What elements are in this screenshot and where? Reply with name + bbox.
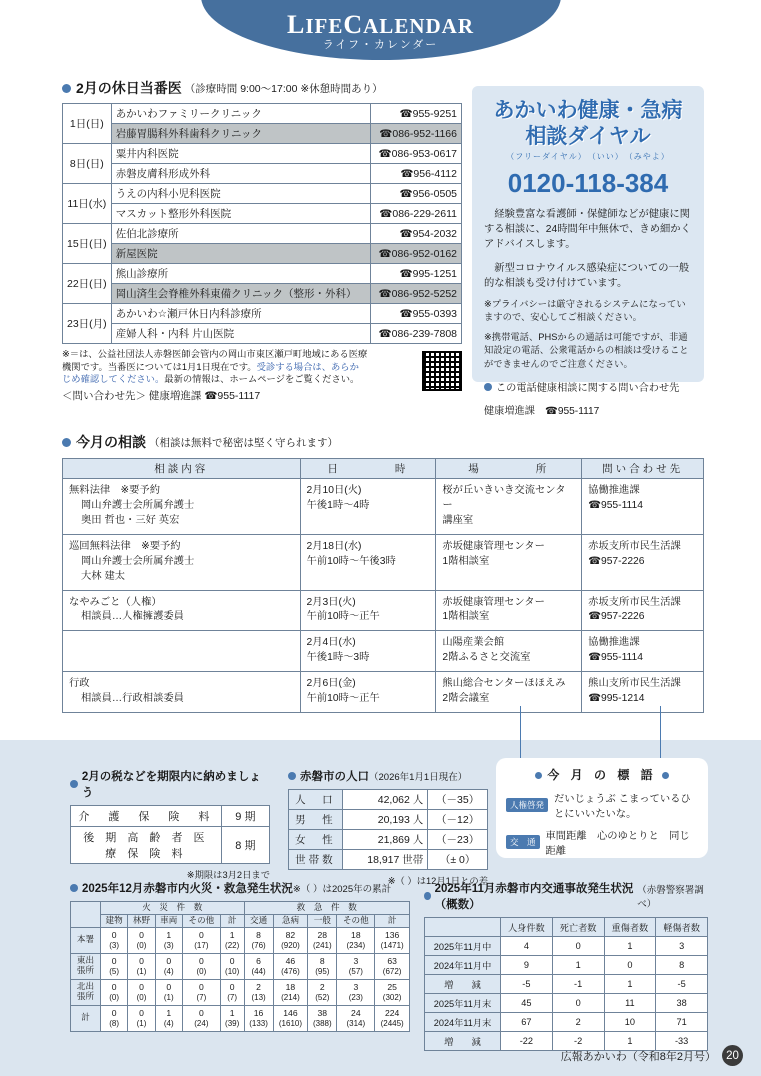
column-group-header: 火 災 件 数	[101, 902, 245, 915]
data-cell: 0 (7)	[220, 979, 244, 1005]
column-header	[425, 918, 501, 937]
slogan-leader-left	[520, 706, 521, 758]
data-cell: 9	[501, 956, 553, 975]
page-banner	[0, 0, 761, 66]
population-note: ※（ ）は12月1日との差	[387, 876, 488, 886]
consultation-section	[62, 432, 704, 713]
bullet-icon	[70, 884, 78, 892]
data-cell: -1	[552, 975, 604, 994]
data-cell: 1 (22)	[220, 927, 244, 953]
table-row	[63, 124, 462, 144]
consult-content-cell: なやみごと（人権） 相談員…人権擁護委員	[63, 590, 301, 631]
table-header-row	[71, 902, 410, 915]
consult-contact-cell: 赤坂支所市民生活課 ☎957-2226	[582, 534, 704, 590]
data-cell: 0 (7)	[182, 979, 220, 1005]
fire-emergency-section	[70, 880, 410, 1032]
duty-clinic-tel: ☎086-952-5252	[371, 284, 462, 304]
table-row	[63, 324, 462, 344]
data-cell: 0 (3)	[101, 927, 128, 953]
consult-place-cell: 赤坂健康管理センター 1階相談室	[436, 590, 582, 631]
traffic-accident-section	[424, 880, 708, 1051]
table-row	[63, 224, 462, 244]
bullet-icon	[535, 772, 542, 779]
consultation-heading-text: 今月の相談	[76, 434, 146, 450]
column-header: 人身件数	[501, 918, 553, 937]
bullet-icon	[62, 84, 71, 93]
page-footer	[561, 1045, 743, 1066]
traffic-heading-sub: （赤磐警察署調べ）	[637, 885, 704, 910]
tax-period: 9 期	[221, 806, 269, 827]
traffic-accident-table	[424, 917, 708, 1051]
hotline-number-ruby: （フリーダイヤル） （いい） （みやよ）	[506, 151, 670, 161]
data-cell: 0	[552, 994, 604, 1013]
banner-subtitle: ライフ・カレンダー	[322, 39, 439, 51]
consult-datetime-cell: 2月4日(水) 午後1時～3時	[300, 631, 436, 672]
table-row	[71, 927, 410, 953]
table-row	[289, 790, 488, 810]
population-value: 20,193 人	[342, 810, 428, 830]
table-row	[425, 956, 708, 975]
table-row	[425, 994, 708, 1013]
slogan-text: だいじょうぶ こまっているひとにいいたいな。	[554, 794, 691, 820]
bullet-icon	[62, 438, 71, 447]
duty-note-line2-blue: 受診する場合は、あらか	[256, 361, 359, 372]
duty-clinic-tel: ☎956-4112	[371, 164, 462, 184]
consultation-table	[62, 458, 704, 713]
health-hotline-panel	[472, 86, 704, 418]
data-cell: 71	[656, 1013, 708, 1032]
table-header-row	[71, 914, 410, 927]
duty-clinic-tel: ☎086-229-2611	[371, 204, 462, 224]
column-group-header: 救 急 件 数	[244, 902, 410, 915]
fire-heading-sub: ※（ ）は2025年の累計	[292, 884, 392, 895]
data-cell: 0 (0)	[182, 953, 220, 979]
fire-emergency-table	[70, 901, 410, 1032]
column-header: その他	[182, 914, 220, 927]
banner-title-rest2: ALENDAR	[363, 14, 474, 38]
fire-heading-text: 2025年12月赤磐市内火災・救急発生状況	[82, 883, 293, 895]
tax-heading	[70, 768, 270, 800]
data-cell: 0 (17)	[182, 927, 220, 953]
column-header: 相談内容	[63, 459, 301, 479]
row-header: 北出張所	[71, 979, 101, 1005]
slogan-category-badge: 交 通	[506, 835, 540, 849]
table-row	[289, 850, 488, 870]
table-row	[71, 827, 270, 864]
population-heading	[288, 768, 488, 784]
table-row	[63, 672, 704, 713]
hotline-title-line2: 相談ダイヤル	[525, 125, 651, 149]
population-diff: （－35）	[428, 790, 488, 810]
duty-date-cell: 1日(日)	[63, 104, 112, 144]
consult-content-cell: 巡回無料法律 ※要予約 岡山弁護士会所属弁護士 大林 建太	[63, 534, 301, 590]
data-cell: 38	[656, 994, 708, 1013]
row-header: 計	[71, 1005, 101, 1031]
table-row	[63, 144, 462, 164]
hotline-title-line1: あかいわ健康・急病	[493, 99, 683, 122]
slogan-panel	[496, 758, 708, 858]
bullet-icon	[424, 892, 431, 900]
duty-clinic-tel: ☎954-2032	[371, 224, 462, 244]
table-header-row	[63, 459, 704, 479]
duty-clinic-name: あかいわ☆瀬戸休日内科診療所	[111, 304, 370, 324]
traffic-heading	[424, 880, 708, 912]
hotline-phone-number[interactable]: 0120-118-384	[507, 167, 669, 198]
data-cell: 25 (302)	[375, 979, 410, 1005]
data-cell: 11	[604, 994, 656, 1013]
column-header: 重傷者数	[604, 918, 656, 937]
data-cell: -33	[656, 1032, 708, 1051]
consult-content-cell	[63, 631, 301, 672]
table-row	[63, 284, 462, 304]
data-cell: 0 (8)	[101, 1005, 128, 1031]
table-row	[425, 1013, 708, 1032]
population-key: 女 性	[289, 830, 343, 850]
data-cell: 24 (314)	[337, 1005, 375, 1031]
population-table	[288, 789, 488, 870]
duty-clinic-tel: ☎995-1251	[371, 264, 462, 284]
consult-content-cell: 無料法律 ※要予約 岡山弁護士会所属弁護士 奥田 哲也・三好 英宏	[63, 479, 301, 535]
bullet-icon	[288, 772, 296, 780]
population-value: 18,917 世帯	[342, 850, 428, 870]
column-header: 交通	[244, 914, 273, 927]
table-row	[71, 953, 410, 979]
population-key: 世帯数	[289, 850, 343, 870]
data-cell: 2 (52)	[308, 979, 337, 1005]
fire-heading	[70, 880, 410, 896]
data-cell: 1 (3)	[155, 927, 182, 953]
data-cell: 0 (1)	[128, 1005, 155, 1031]
duty-date-cell: 23日(月)	[63, 304, 112, 344]
data-cell: 8 (95)	[308, 953, 337, 979]
data-cell: 0 (0)	[128, 927, 155, 953]
duty-date-cell: 15日(日)	[63, 224, 112, 264]
column-header: その他	[337, 914, 375, 927]
data-cell: 82 (920)	[273, 927, 308, 953]
duty-clinic-tel: ☎955-9251	[371, 104, 462, 124]
table-row	[63, 264, 462, 284]
data-cell: -5	[501, 975, 553, 994]
data-cell: 16 (133)	[244, 1005, 273, 1031]
duty-doctor-note	[62, 348, 462, 386]
duty-doctor-heading	[62, 78, 462, 98]
data-cell: 0	[552, 937, 604, 956]
slogan-row	[506, 827, 698, 857]
data-cell: 0 (10)	[220, 953, 244, 979]
column-header: 問い合わせ先	[582, 459, 704, 479]
slogan-leader-right	[660, 706, 661, 758]
duty-note-line3b: 最新の情報は、ホームページをご覧ください。	[164, 374, 360, 385]
data-cell: 8 (76)	[244, 927, 273, 953]
data-cell: 136 (1471)	[375, 927, 410, 953]
duty-note-line3-blue: じめ確認してください。	[62, 374, 165, 385]
table-row	[63, 204, 462, 224]
column-header: 死亡者数	[552, 918, 604, 937]
data-cell: 67	[501, 1013, 553, 1032]
banner-title-cap1: L	[287, 10, 306, 39]
data-cell: -2	[552, 1032, 604, 1051]
column-header: 建物	[101, 914, 128, 927]
row-header: 2024年11月末	[425, 1013, 501, 1032]
duty-clinic-tel: ☎086-952-0162	[371, 244, 462, 264]
duty-doctor-heading-text: 2月の休日当番医	[76, 80, 182, 96]
column-header: 一般	[308, 914, 337, 927]
column-header	[71, 902, 101, 928]
duty-doctor-table	[62, 103, 462, 344]
consult-contact-cell: 熊山支所市民生活課 ☎995-1214	[582, 672, 704, 713]
duty-clinic-name: 粟井内科医院	[111, 144, 370, 164]
table-row	[63, 479, 704, 535]
data-cell: 10	[604, 1013, 656, 1032]
table-row	[289, 810, 488, 830]
population-value: 42,062 人	[342, 790, 428, 810]
duty-doctor-contact: ＜問い合わせ先＞ 健康増進課 ☎955-1117	[62, 389, 261, 402]
banner-title-rest1: IFE	[305, 14, 344, 38]
data-cell: 3 (57)	[337, 953, 375, 979]
consult-contact-cell: 協働推進課 ☎955-1114	[582, 631, 704, 672]
tax-heading-text: 2月の税などを期限内に納めましょう	[81, 771, 261, 799]
duty-doctor-section	[62, 78, 462, 403]
table-row	[63, 164, 462, 184]
data-cell: 1	[552, 956, 604, 975]
data-cell: 0 (24)	[182, 1005, 220, 1031]
consult-datetime-cell: 2月6日(金) 午前10時～正午	[300, 672, 436, 713]
data-cell: 0	[604, 956, 656, 975]
table-row	[63, 590, 704, 631]
data-cell: -5	[656, 975, 708, 994]
row-header: 本署	[71, 927, 101, 953]
duty-clinic-tel: ☎955-0393	[371, 304, 462, 324]
data-cell: 0 (1)	[128, 953, 155, 979]
table-row	[63, 534, 704, 590]
table-row	[71, 806, 270, 827]
population-diff: （－23）	[428, 830, 488, 850]
column-header: 林野	[128, 914, 155, 927]
duty-clinic-name: マスカット整形外科医院	[111, 204, 370, 224]
data-cell: 224 (2445)	[375, 1005, 410, 1031]
slogan-title-text: 今 月 の 標 語	[547, 768, 657, 782]
data-cell: 28 (241)	[308, 927, 337, 953]
consult-contact-cell: 協働推進課 ☎955-1114	[582, 479, 704, 535]
duty-clinic-tel: ☎086-239-7808	[371, 324, 462, 344]
slogan-category-badge: 人権啓発	[506, 798, 548, 812]
data-cell: 45	[501, 994, 553, 1013]
hotline-footer-heading-text: この電話健康相談に関する問い合わせ先	[496, 383, 680, 395]
data-cell: 8	[656, 956, 708, 975]
page-number-badge: 20	[722, 1045, 743, 1066]
tax-note: ※期限は3月2日まで	[186, 870, 270, 880]
bullet-icon	[70, 780, 78, 788]
data-cell: 146 (1610)	[273, 1005, 308, 1031]
duty-clinic-name: うえの内科小児科医院	[111, 184, 370, 204]
data-cell: 1 (4)	[155, 1005, 182, 1031]
duty-clinic-name: 岩藤胃腸科外科歯科クリニック	[111, 124, 370, 144]
column-header: 日 時	[300, 459, 436, 479]
duty-clinic-tel: ☎086-952-1166	[371, 124, 462, 144]
consult-datetime-cell: 2月10日(火) 午後1時～4時	[300, 479, 436, 535]
duty-clinic-name: 熊山診療所	[111, 264, 370, 284]
tax-label: 後 期 高 齢 者 医 療 保 険 料	[71, 827, 222, 864]
slogan-title	[506, 766, 698, 783]
consult-datetime-cell: 2月3日(火) 午前10時～正午	[300, 590, 436, 631]
table-row	[63, 104, 462, 124]
duty-note-line1: ※＝は、公益社団法人赤磐医師会管内の岡山市東区瀬戸町地域にある医療	[62, 349, 368, 359]
duty-date-cell: 11日(水)	[63, 184, 112, 224]
consult-place-cell: 山陽産業会館 2階ふるさと交流室	[436, 631, 582, 672]
row-header: 増 減	[425, 1032, 501, 1051]
row-header: 増 減	[425, 975, 501, 994]
tax-label: 介 護 保 険 料	[71, 806, 222, 827]
column-header: 急病	[273, 914, 308, 927]
duty-clinic-name: 赤磐皮膚科形成外科	[111, 164, 370, 184]
consult-content-cell: 行政 相談員…行政相談委員	[63, 672, 301, 713]
hotline-body-2: 新型コロナウイルス感染症についての一般的な相談も受け付けています。	[484, 262, 690, 290]
consult-place-cell: 桜が丘いきいき交流センター 講座室	[436, 479, 582, 535]
duty-clinic-name: 産婦人科・内科 片山医院	[111, 324, 370, 344]
data-cell: 18 (234)	[337, 927, 375, 953]
table-row	[425, 975, 708, 994]
population-key: 人 口	[289, 790, 343, 810]
data-cell: 1	[604, 937, 656, 956]
consult-place-cell: 熊山総合センターほほえみ 2階会議室	[436, 672, 582, 713]
data-cell: 4	[501, 937, 553, 956]
duty-date-cell: 22日(日)	[63, 264, 112, 304]
population-key: 男 性	[289, 810, 343, 830]
tax-section	[70, 768, 270, 881]
bullet-icon	[662, 772, 669, 779]
footer-text: 広報あかいわ（令和8年2月号）	[560, 1050, 716, 1063]
consult-contact-cell: 赤坂支所市民生活課 ☎957-2226	[582, 590, 704, 631]
data-cell: 46 (476)	[273, 953, 308, 979]
slogan-text: 車間距離 心のゆとりと 同じ距離	[545, 831, 690, 857]
hotline-footer-contact: 健康増進課 ☎955-1117	[484, 406, 600, 418]
qr-code-icon[interactable]	[422, 351, 462, 391]
row-header: 東出張所	[71, 953, 101, 979]
data-cell: 2 (13)	[244, 979, 273, 1005]
table-row	[71, 1005, 410, 1031]
data-cell: 63 (672)	[375, 953, 410, 979]
population-section	[288, 768, 488, 887]
duty-clinic-name: 佐伯北診療所	[111, 224, 370, 244]
data-cell: 6 (44)	[244, 953, 273, 979]
table-header-row	[425, 918, 708, 937]
data-cell: 0 (0)	[101, 979, 128, 1005]
hotline-note-1: ※プライバシーは厳守されるシステムになっていますので、安心してご相談ください。	[484, 298, 686, 323]
data-cell: 0 (5)	[101, 953, 128, 979]
duty-clinic-name: 新屋医院	[111, 244, 370, 264]
slogan-row	[506, 790, 698, 820]
duty-clinic-name: 岡山済生会脊椎外科東備クリニック（整形・外科）	[111, 284, 370, 304]
data-cell: 1 (39)	[220, 1005, 244, 1031]
data-cell: 3 (23)	[337, 979, 375, 1005]
data-cell: 3	[656, 937, 708, 956]
table-row	[63, 304, 462, 324]
hotline-footer-heading	[484, 379, 692, 394]
banner-title-cap2: C	[343, 10, 364, 39]
column-header: 計	[375, 914, 410, 927]
table-row	[425, 937, 708, 956]
table-row	[71, 979, 410, 1005]
consult-datetime-cell: 2月18日(水) 午前10時～午後3時	[300, 534, 436, 590]
duty-clinic-name: あかいわファミリークリニック	[111, 104, 370, 124]
tax-period: 8 期	[221, 827, 269, 864]
population-diff: （－12）	[428, 810, 488, 830]
column-header: 車両	[155, 914, 182, 927]
data-cell: 38 (388)	[308, 1005, 337, 1031]
table-row	[63, 244, 462, 264]
column-header: 場 所	[436, 459, 582, 479]
consultation-heading-sub: （相談は無料で秘密は堅く守られます）	[149, 436, 338, 449]
hotline-body-1: 経験豊富な看護師・保健師などが健康に関する相談に、24時間年中無休で、きめ細かくアドバイスします。	[484, 208, 691, 251]
duty-note-line2a: 機関です。当番医については1月1日現在です。	[62, 361, 257, 372]
duty-clinic-tel: ☎086-953-0617	[371, 144, 462, 164]
column-header: 計	[220, 914, 244, 927]
traffic-heading-text: 2025年11月赤磐市内交通事故発生状況（概数）	[434, 883, 634, 911]
consultation-heading	[62, 432, 704, 452]
table-row	[63, 631, 704, 672]
duty-clinic-tel: ☎956-0505	[371, 184, 462, 204]
population-diff: （± 0）	[428, 850, 488, 870]
row-header: 2025年11月中	[425, 937, 501, 956]
data-cell: 0 (0)	[128, 979, 155, 1005]
duty-date-cell: 8日(日)	[63, 144, 112, 184]
population-heading-text: 赤磐市の人口	[300, 771, 369, 783]
data-cell: 1	[604, 1032, 656, 1051]
bullet-icon	[484, 383, 492, 391]
population-heading-sub: （2026年1月1日現在）	[369, 772, 468, 783]
table-row	[63, 184, 462, 204]
data-cell: 0 (4)	[155, 953, 182, 979]
population-value: 21,869 人	[342, 830, 428, 850]
row-header: 2025年11月末	[425, 994, 501, 1013]
data-cell: 1	[604, 975, 656, 994]
tax-table	[70, 805, 270, 864]
data-cell: 18 (214)	[273, 979, 308, 1005]
column-header: 軽傷者数	[656, 918, 708, 937]
data-cell: -22	[501, 1032, 553, 1051]
consult-place-cell: 赤坂健康管理センター 1階相談室	[436, 534, 582, 590]
duty-doctor-heading-sub: （診療時間 9:00～17:00 ※休憩時間あり）	[184, 82, 383, 95]
data-cell: 0 (1)	[155, 979, 182, 1005]
table-row	[289, 830, 488, 850]
row-header: 2024年11月中	[425, 956, 501, 975]
slogan-rows	[506, 790, 698, 857]
data-cell: 2	[552, 1013, 604, 1032]
hotline-note-2: ※携帯電話、PHSからの通話は可能ですが、非通知設定の電話、公衆電話からの相談は受けることができませんのでご注意ください。	[484, 331, 689, 369]
